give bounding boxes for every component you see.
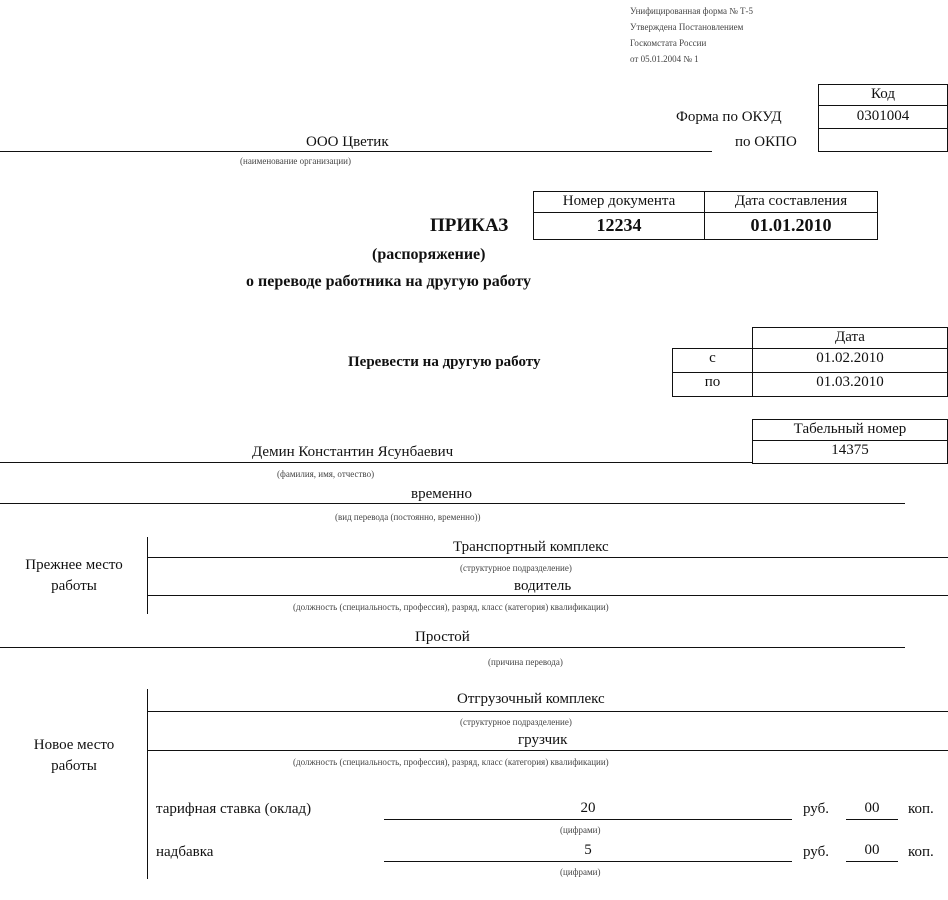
- transfer-reason: Простой: [415, 629, 470, 645]
- tab-number-value: 14375: [752, 440, 948, 464]
- transfer-to-label: по: [672, 372, 753, 397]
- previous-position-caption: (должность (специальность, профессия), разряд, класс (категория) квалификации): [293, 602, 609, 612]
- organization-name: ООО Цветик: [306, 134, 389, 150]
- transfer-from-date: 01.02.2010: [752, 348, 948, 373]
- form-note-line4: от 05.01.2004 № 1: [630, 54, 699, 64]
- new-place-label-2: работы: [51, 758, 97, 774]
- new-place-label-1: Новое место: [33, 737, 115, 753]
- form-note-line3: Госкомстата России: [630, 38, 707, 48]
- transfer-reason-caption: (причина перевода): [488, 657, 563, 667]
- new-department-underline: [147, 711, 948, 712]
- okpo-value: [818, 128, 948, 152]
- rate-kop-underline: [846, 819, 898, 820]
- bonus-kop-value: 00: [864, 842, 880, 858]
- transfer-to-date: 01.03.2010: [752, 372, 948, 397]
- organization-caption: (наименование организации): [240, 156, 351, 166]
- document-purpose: о переводе работника на другую работу: [246, 273, 531, 290]
- bonus-caption: (цифрами): [560, 867, 601, 877]
- new-position-underline: [147, 750, 948, 751]
- rate-value: 20: [580, 800, 596, 816]
- rate-kop-label: коп.: [908, 801, 934, 817]
- rate-underline: [384, 819, 792, 820]
- new-position: грузчик: [518, 732, 568, 748]
- rate-label: тарифная ставка (оклад): [156, 801, 312, 817]
- employee-name: Демин Константин Ясунбаевич: [252, 444, 454, 460]
- bonus-kop-label: коп.: [908, 844, 934, 860]
- rate-kop-value: 00: [864, 800, 880, 816]
- rate-rub-label: руб.: [803, 801, 829, 817]
- previous-place-label-2: работы: [51, 578, 97, 594]
- form-note-line1: Унифицированная форма № Т-5: [630, 6, 754, 16]
- rate-caption: (цифрами): [560, 825, 601, 835]
- previous-department: Транспортный комплекс: [453, 539, 609, 555]
- transfer-date-header: Дата: [752, 327, 948, 349]
- transfer-from-label: с: [672, 348, 753, 373]
- bonus-underline: [384, 861, 792, 862]
- transfer-reason-underline: [0, 647, 905, 648]
- doc-number-label: Номер документа: [533, 191, 705, 213]
- new-place-bracket: [147, 689, 148, 879]
- new-department-caption: (структурное подразделение): [460, 717, 572, 727]
- kod-header: Код: [818, 84, 948, 106]
- okpo-label: по ОКПО: [735, 134, 797, 150]
- transfer-heading: Перевести на другую работу: [348, 354, 541, 370]
- doc-number: 12234: [533, 212, 705, 240]
- bonus-label: надбавка: [156, 844, 214, 860]
- organization-underline: [0, 151, 712, 152]
- doc-date: 01.01.2010: [704, 212, 878, 240]
- bonus-kop-underline: [846, 861, 898, 862]
- previous-place-bracket: [147, 537, 148, 614]
- employee-name-underline: [0, 462, 752, 463]
- document-title: ПРИКАЗ: [430, 215, 509, 236]
- previous-department-underline: [147, 557, 948, 558]
- previous-position-underline: [147, 595, 948, 596]
- tab-number-label: Табельный номер: [752, 419, 948, 441]
- okud-value: 0301004: [818, 105, 948, 129]
- transfer-type-caption: (вид перевода (постоянно, временно)): [335, 512, 481, 522]
- transfer-type: временно: [411, 486, 472, 502]
- transfer-type-underline: [0, 503, 905, 504]
- okud-label: Форма по ОКУД: [676, 109, 782, 125]
- form-note-line2: Утверждена Постановлением: [630, 22, 744, 32]
- bonus-rub-label: руб.: [803, 844, 829, 860]
- document-subtitle: (распоряжение): [372, 246, 486, 263]
- employee-name-caption: (фамилия, имя, отчество): [277, 469, 375, 479]
- new-position-caption: (должность (специальность, профессия), разряд, класс (категория) квалификации): [293, 757, 609, 767]
- previous-department-caption: (структурное подразделение): [460, 563, 572, 573]
- previous-position: водитель: [514, 578, 572, 594]
- doc-date-label: Дата составления: [704, 191, 878, 213]
- bonus-value: 5: [584, 842, 592, 858]
- previous-place-label-1: Прежнее место: [25, 557, 123, 573]
- new-department: Отгрузочный комплекс: [457, 691, 605, 707]
